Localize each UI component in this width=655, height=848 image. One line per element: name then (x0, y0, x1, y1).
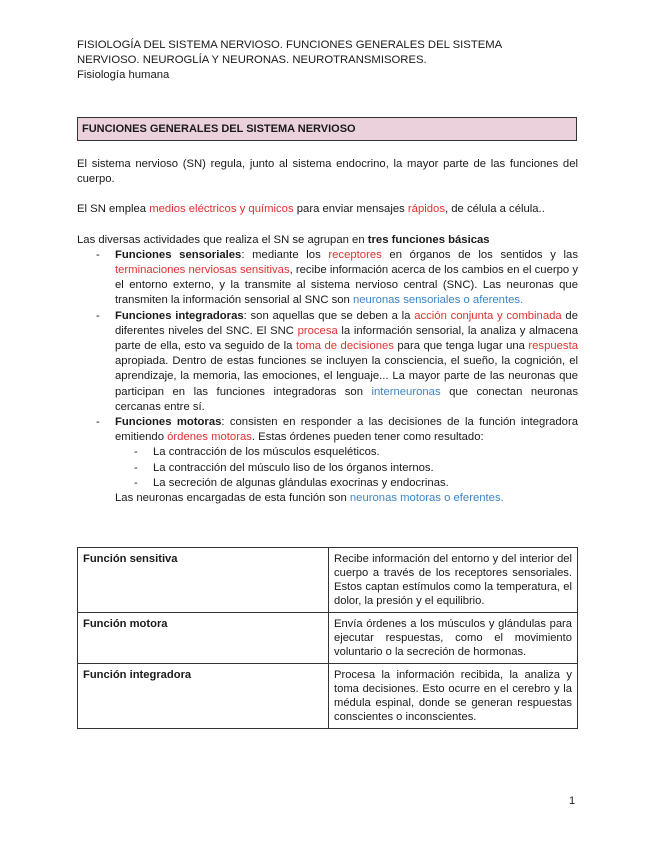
table-cell-description: Envía órdenes a los músculos y glándulas para ejecutar respuestas, como el movimiento voluntario o la secreción de hormonas. (329, 613, 578, 664)
text-run: . Estas órdenes pueden tener como resultado: (251, 431, 484, 444)
table-cell-function: Función motora (78, 613, 329, 664)
document-subtitle: Fisiología humana (77, 69, 170, 82)
text-run: : mediante los (241, 248, 329, 261)
motor-results-list (115, 445, 578, 491)
text-run: Las diversas actividades que realiza el SN se agrupan en (77, 233, 368, 246)
highlight-red: procesa (297, 324, 338, 337)
highlight-red: medios eléctricos y químicos (149, 203, 294, 216)
functions-list (77, 248, 578, 491)
text-run: de diferentes niveles del SNC. El SNC (115, 309, 578, 337)
list-item-integradoras (77, 309, 578, 415)
list-bullet: - (134, 476, 138, 489)
table-cell-description: Recibe información del entorno y del interior del cuerpo a través de los receptores sensoriales. Estos captan estímulos como la temperatura, el dolor, la presión y el equilibrio. (329, 548, 578, 613)
text-run: , de célula a célula.. (444, 203, 545, 216)
sub-list-item (115, 461, 578, 476)
paragraph-sn-messages (77, 202, 578, 217)
text-run: en órganos de los sentidos y las (381, 248, 578, 261)
highlight-red: órdenes motoras (167, 431, 252, 444)
document-title-line-1: FISIOLOGÍA DEL SISTEMA NERVIOSO. FUNCIONES GENERALES DEL SISTEMA (77, 39, 503, 51)
document-title-line-2: NERVIOSO. NEUROGLÍA Y NEURONAS. NEUROTRANSMISORES. (77, 54, 427, 67)
table-row (78, 613, 578, 664)
document-header (77, 38, 577, 84)
item-title: Funciones sensoriales (115, 248, 242, 261)
table-cell-description: Procesa la información recibida, la analiza y toma decisiones. Esto ocurre en el cerebro y la médula espinal, donde se generan respuestas conscientes o inconscientes. (329, 664, 578, 729)
document-body (77, 157, 578, 506)
text-run: , recibe información acerca de los cambios en el cuerpo y el entorno externo, y la transmite al sistema nervioso central (SNC). Las neuronas que transmiten la información sensorial al SNC son (115, 264, 578, 307)
page-number: 1 (569, 795, 576, 807)
highlight-red: respuesta (528, 340, 578, 353)
sub-item-text: La contracción del músculo liso de los órganos internos. (153, 461, 434, 474)
text-run: apropiada. Dentro de estas funciones se incluyen la consciencia, el sueño, la cognición, el aprendizaje, la memoria, las emociones, el lenguaje... La mayor parte de las neuronas que participan en las funciones integradoras son (115, 355, 578, 398)
list-bullet: - (96, 416, 100, 429)
highlight-red: terminaciones nerviosas sensitivas (115, 264, 290, 277)
list-bullet: - (134, 446, 138, 459)
sub-list-item (115, 476, 578, 491)
item-title: Funciones motoras (115, 416, 222, 429)
highlight-blue: neuronas motoras o eferentes. (349, 492, 504, 505)
text-run: para enviar mensajes (293, 203, 408, 216)
text-run: : consisten en responder a las decisiones de la función integradora emitiendo (115, 416, 578, 444)
motor-neurons-note (77, 491, 578, 506)
table-cell-function: Función sensitiva (78, 548, 329, 613)
list-item-motoras (77, 415, 578, 491)
paragraph-intro-sn: El sistema nervioso (SN) regula, junto al sistema endocrino, la mayor parte de las funciones del cuerpo. (77, 158, 578, 186)
list-bullet: - (96, 248, 100, 261)
item-title: Funciones integradoras (115, 309, 244, 322)
highlight-blue: neuronas sensoriales o aferentes. (352, 294, 524, 307)
list-item-sensoriales (77, 248, 578, 309)
highlight-blue: interneuronas (371, 385, 441, 398)
highlight-red: acción conjunta y combinada (414, 309, 562, 322)
functions-table (77, 547, 578, 729)
sub-item-text: La secreción de algunas glándulas exocrinas y endocrinas. (153, 476, 449, 489)
text-run: que conectan neuronas cercanas entre sí. (115, 385, 578, 413)
list-bullet: - (134, 461, 138, 474)
highlight-red: receptores (328, 248, 382, 261)
text-run: El SN emplea (77, 203, 150, 216)
text-run: : son aquellas que se deben a la (243, 309, 415, 322)
text-run: Las neuronas encargadas de esta función son (115, 492, 350, 505)
bold-text: tres funciones básicas (367, 233, 490, 246)
table-cell-function: Función integradora (78, 664, 329, 729)
table-row (78, 664, 578, 729)
list-bullet: - (96, 309, 100, 322)
table-row (78, 548, 578, 613)
section-heading: FUNCIONES GENERALES DEL SISTEMA NERVIOSO (77, 117, 577, 141)
sub-list-item (115, 445, 578, 460)
text-run: la información sensorial, la analiza y almacena parte de ella, esto va seguido de la (115, 324, 579, 353)
text-run: para que tenga lugar una (393, 340, 529, 353)
highlight-red: rápidos (407, 203, 445, 216)
sub-item-text: La contracción de los músculos esqueléticos. (153, 446, 380, 459)
functions-intro (77, 233, 578, 248)
highlight-red: toma de decisiones (295, 340, 394, 353)
